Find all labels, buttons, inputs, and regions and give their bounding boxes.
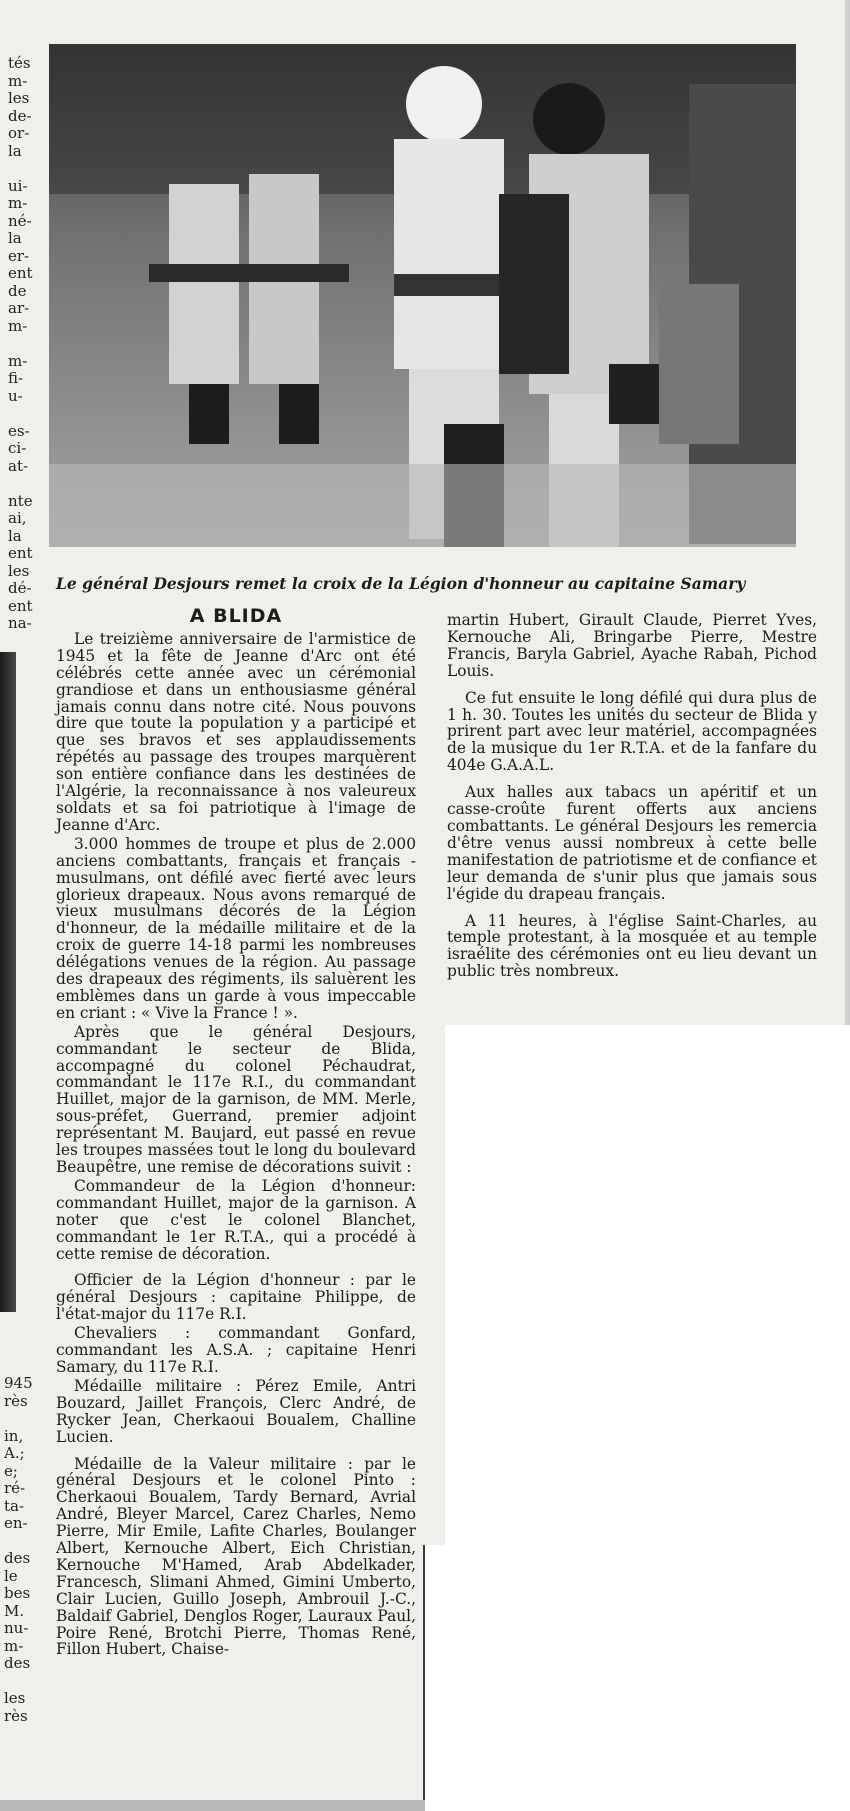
frag: le	[4, 1566, 18, 1585]
frag	[8, 160, 48, 178]
frag: u-	[8, 386, 23, 405]
frag: m-	[8, 194, 28, 212]
frag: en-	[4, 1514, 28, 1532]
blank-bottom-middle	[425, 1545, 445, 1811]
frag: ui-	[8, 176, 28, 195]
frag	[8, 335, 48, 353]
photo-illustration	[49, 44, 796, 547]
frag: ent	[8, 264, 33, 282]
frag: rès	[4, 1391, 28, 1410]
frag: la	[8, 141, 22, 160]
paragraph: Médaille militaire : Pérez Emile, Antri Bouzard, Jaillet François, Clerc André, de Rycker Jean, Cherkaoui Boualem, Challine Lucien.	[56, 1376, 416, 1446]
article-column-2	[447, 612, 817, 982]
paragraph: Aux halles aux tabacs un apéritif et un casse-croûte furent offerts aux anciens combattants. Le général Desjours les remercia d'être venus aussi nombreux à cette belle manifestation de patriotisme et de confiance et leur demanda de s'unir plus que jamais sous l'égide du drapeau français.	[447, 783, 817, 903]
frag: m-	[8, 71, 28, 90]
bottom-scan-strip	[0, 1800, 425, 1811]
left-fragment-column	[8, 55, 48, 633]
frag	[4, 1410, 44, 1428]
frag: la	[8, 526, 22, 545]
frag: dé-	[8, 579, 32, 597]
paragraph: Ce fut ensuite le long défilé qui dura plus de 1 h. 30. Toutes les unités du secteur de Blida y prirent part avec leur matériel, accompagnées de la musique du 1er R.T.A. et de la fanfare du 404e G.A.A.L.	[447, 688, 817, 775]
paragraph: Après que le général Desjours, commandant le secteur de Blida, accompagné du colonel Péchaudrat, commandant le 117e R.I., du commandant Huillet, major de la garnison, de MM. Merle, sous-préfet, Guerrand, premier adjoint représentant M. Baujard, eut passé en revue les troupes massées tout le long du boulevard Beaupêtre, une remise de décorations suivit :	[56, 1022, 416, 1176]
frag: nte	[8, 491, 33, 510]
frag: ai,	[8, 509, 27, 527]
frag	[8, 405, 48, 423]
frag: 945	[4, 1374, 33, 1392]
frag	[8, 475, 48, 493]
frag: m-	[4, 1636, 24, 1655]
frag: bes	[4, 1584, 31, 1602]
blank-lower-right	[445, 1025, 850, 1811]
frag: tés	[8, 54, 31, 72]
frag: es-	[8, 421, 30, 440]
frag: M.	[4, 1601, 25, 1620]
frag: in,	[4, 1426, 24, 1445]
photo-caption: Le général Desjours remet la croix de la Légion d'honneur au capitaine Samary	[56, 574, 746, 593]
frag: les	[4, 1689, 26, 1707]
paragraph: martin Hubert, Girault Claude, Pierret Yves, Kernouche Ali, Bringarbe Pierre, Mestre Francis, Baryla Gabriel, Ayache Rabah, Pichod Louis.	[447, 611, 817, 680]
left-fragment-column-lower	[4, 1375, 44, 1725]
frag	[4, 1533, 44, 1551]
frag: ta-	[4, 1496, 25, 1515]
paragraph: Chevaliers : commandant Gonfard, commandant les A.S.A. ; capitaine Henri Samary, du 117e R.I.	[56, 1324, 416, 1376]
frag: A.;	[4, 1444, 25, 1462]
frag: ent	[8, 596, 33, 615]
frag: ré-	[4, 1479, 26, 1497]
frag: rès	[4, 1706, 28, 1725]
frag: m-	[8, 316, 28, 335]
frag: at-	[8, 456, 29, 475]
frag: de-	[8, 106, 32, 125]
frag: des	[4, 1549, 31, 1567]
frag	[4, 1673, 44, 1691]
frag: m-	[8, 351, 28, 370]
paragraph: A 11 heures, à l'église Saint-Charles, au temple protestant, à la mosquée et au temple israélite des cérémonies ont eu lieu devant un public très nombreux.	[447, 911, 817, 981]
frag: de	[8, 281, 27, 300]
frag: nu-	[4, 1619, 29, 1637]
paragraph: Commandeur de la Légion d'honneur: commandant Huillet, major de la garnison. A noter que c'est le colonel Blanchet, commandant le 1er R.T.A., qui a procédé à cette remise de décoration.	[56, 1176, 416, 1263]
frag: ent	[8, 544, 33, 562]
frag: né-	[8, 211, 32, 230]
article-column-1	[56, 605, 416, 1660]
frag: ar-	[8, 299, 30, 317]
news-photograph	[49, 44, 796, 547]
frag: ci-	[8, 439, 27, 457]
column-rule	[423, 1545, 425, 1811]
frag: les	[8, 89, 30, 107]
paragraph: 3.000 hommes de troupe et plus de 2.000 anciens combattants, français et français - musulmans, ont défilé avec fierté avec leurs glorieux drapeaux. Nous avons remarqué de vieux musulmans décorés de la Légion d'honneur, de la médaille militaire et de la croix de guerre 14-18 parmi les nombreuses délégations venues de la région. Au passage des drapeaux des régiments, ils saluèrent les emblèmes dans un garde à vous impeccable en criant : « Vive la France ! ».	[56, 834, 416, 1022]
paragraph: Médaille de la Valeur militaire : par le général Desjours et le colonel Pinto : Cherkaoui Boualem, Tardy Bernard, Avrial André, Bleyer Marcel, Carez Charles, Nemo Pierre, Mir Emile, Lafite Charles, Boulanger Albert, Kernouche Albert, Eich Christian, Kernouche M'Hamed, Arab Abdelkader, Francesch, Slimani Ahmed, Gimini Umberto, Clair Lucien, Guillo Joseph, Ambrouil J.-C., Baldaif Gabriel, Denglos Roger, Lauraux Paul, Poire René, Brotchi Pierre, Thomas René, Fillon Hubert, Chaise-	[56, 1454, 416, 1659]
article-headline: A BLIDA	[189, 605, 283, 627]
frag: la	[8, 229, 22, 247]
left-dark-band	[0, 652, 16, 1312]
frag: des	[4, 1654, 31, 1672]
right-edge-rule	[845, 0, 850, 1025]
frag: e;	[4, 1461, 18, 1480]
frag: les	[8, 561, 30, 580]
paragraph: Officier de la Légion d'honneur : par le général Desjours : capitaine Philippe, de l'état-major du 117e R.I.	[56, 1271, 416, 1324]
frag: or-	[8, 124, 30, 142]
frag: fi-	[8, 369, 24, 387]
paragraph: Le treizième anniversaire de l'armistice de 1945 et la fête de Jeanne d'Arc ont été célébrés cette année avec un cérémonial grandiose et dans un enthousiasme général jamais connu dans notre cité. Nous pouvons dire que toute la population y a participé et que ses bravos et ses applaudissements répétés au passage des troupes marquèrent son entière confiance dans les destinées de l'Algérie, la reconnaissance à nos valeureux soldats et sa foi patriotique à l'image de Jeanne d'Arc.	[56, 629, 416, 834]
frag: er-	[8, 246, 30, 265]
frag: na-	[8, 614, 32, 632]
